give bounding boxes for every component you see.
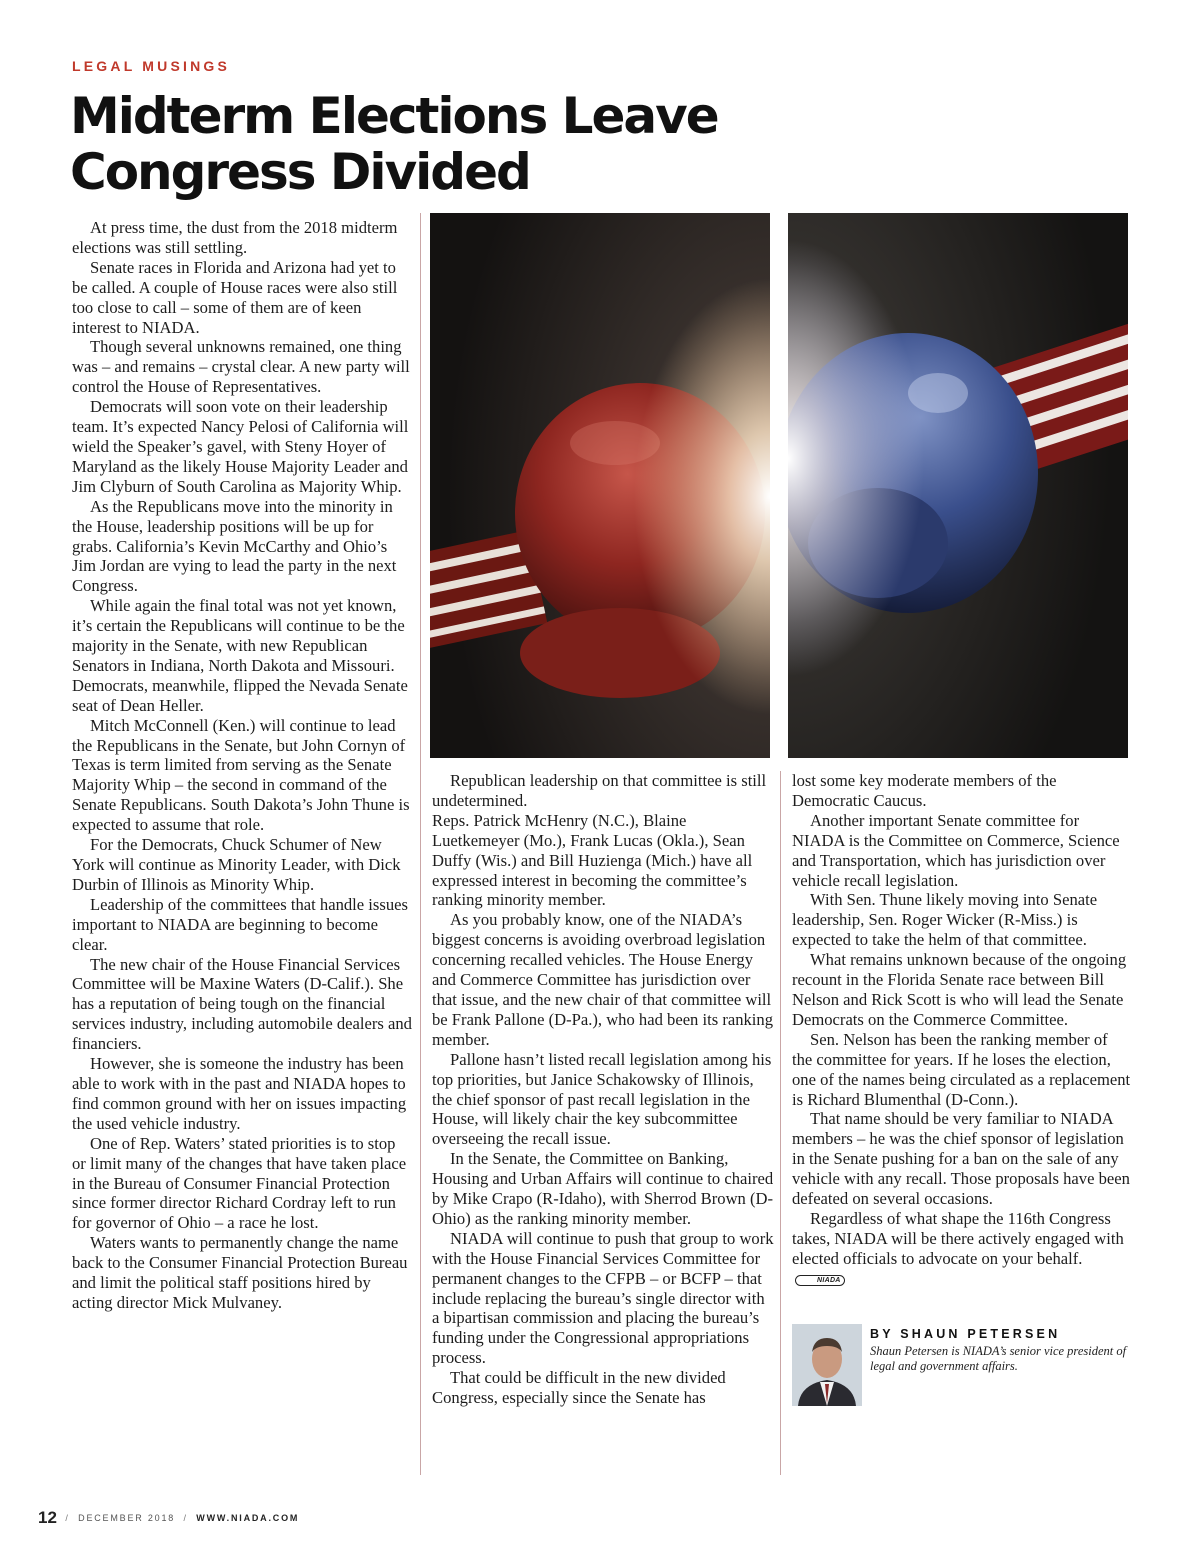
paragraph: Republican leadership on that committee is still undetermined. [432, 771, 767, 810]
paragraph [792, 1209, 1132, 1289]
author-byline: BY SHAUN PETERSEN [870, 1327, 1061, 1341]
paragraph: Reps. Patrick McHenry (N.C.), Blaine Luetkemeyer (Mo.), Frank Lucas (Okla.), Sean Duffy (Wis.) and Bill Huzienga (Mich.) have all expressed interest in becoming the committee’s ranking minority member. [432, 810, 753, 910]
issue-date: DECEMBER 2018 [78, 1513, 176, 1523]
headline-line-1: Midterm Elections Leave [70, 87, 718, 145]
paragraph: As you probably know, one of the NIADA’s biggest concerns is avoiding overbroad legislation concerning recalled vehicles. The House Energy and Commerce Committee has jurisdiction over that issue, and the new chair of that committee will be Frank Pallone (D-Pa.), who had been its ranking member. [432, 910, 774, 1049]
paragraph: At press time, the dust from the 2018 midterm elections was still settling. [72, 218, 398, 257]
column-rule-1 [420, 213, 421, 1475]
paragraph: One of Rep. Waters’ stated priorities is to stop or limit many of the changes that have taken place in the Bureau of Consumer Financial Protection since former director Richard Cordray left to run for governor of Ohio – a race he lost. [72, 1133, 407, 1233]
red-boxing-glove-photo [430, 213, 770, 758]
paragraph: In the Senate, the Committee on Banking, Housing and Urban Affairs will continue to chaired by Mike Crapo (R-Idaho), with Sherrod Brown (D-Ohio) as the ranking minority member. [432, 1149, 774, 1228]
paragraph: For the Democrats, Chuck Schumer of New York will continue as Minority Leader, with Dick Durbin of Illinois as Minority Whip. [72, 835, 401, 894]
paragraph: As the Republicans move into the minority in the House, leadership positions will be up for grabs. California’s Kevin McCarthy and Ohio’s Jim Jordan are vying to lead the party in the next Congress. [72, 496, 397, 596]
paragraph: Waters wants to permanently change the name back to the Consumer Financial Protection Bureau and limit the political staff positions hired by acting director Mick Mulvaney. [72, 1233, 408, 1312]
author-bio: Shaun Petersen is NIADA’s senior vice president of legal and government affairs. [870, 1344, 1127, 1373]
paragraph: Pallone hasn’t listed recall legislation among his top priorities, but Janice Schakowsky of Illinois, the chief sponsor of past recall legislation in the House, will likely chair the key subcommittee overseeing the recall issue. [432, 1049, 772, 1149]
paragraph: Mitch McConnell (Ken.) will continue to lead the Republicans in the Senate, but John Cornyn of Texas is term limited from serving as the Senate Majority Whip – the second in command of the Senate Republicans. South Dakota’s John Thune is expected to assume that role. [72, 715, 410, 835]
paragraph: While again the final total was not yet known, it’s certain the Republicans will continue to be the majority in the Senate, with new Republican Senators in Indiana, North Dakota and Missouri. Democrats, meanwhile, flipped the Nevada Senate seat of Dean Heller. [72, 596, 408, 715]
paragraph: lost some key moderate members of the Democratic Caucus. [792, 771, 1057, 810]
footer-separator: / [65, 1513, 70, 1523]
paragraph-text: Regardless of what shape the 116th Congress takes, NIADA will be there actively engaged with elected officials to advocate on your behalf. [792, 1208, 1124, 1268]
paragraph: That could be difficult in the new divided Congress, especially since the Senate has [432, 1368, 726, 1408]
page-footer [38, 1508, 299, 1528]
website-link[interactable]: WWW.NIADA.COM [196, 1513, 300, 1523]
article-column-3 [792, 771, 1132, 1289]
paragraph: NIADA will continue to push that group to work with the House Financial Services Committee for permanent changes to the CFPB – or BCFP – that include replacing the bureau’s single director with a bipartisan commission and placing the bureau’s funding under the Congressional appropriations process. [432, 1228, 774, 1368]
paragraph: What remains unknown because of the ongoing recount in the Florida Senate race between Bill Nelson and Rick Scott is who will lead the Senate Democrats on the Commerce Committee. [792, 950, 1127, 1029]
article-headline [70, 88, 830, 200]
blue-boxing-glove-photo [788, 213, 1128, 758]
paragraph: Democrats will soon vote on their leadership team. It’s expected Nancy Pelosi of California will wield the Speaker’s gavel, with Steny Hoyer of Maryland as the likely House Majority Leader and Jim Clyburn of South Carolina as Majority Whip. [72, 397, 409, 496]
niada-end-mark-icon: NIADA [795, 1275, 845, 1286]
article-column-1 [72, 218, 412, 1313]
paragraph: Leadership of the committees that handle issues important to NIADA are beginning to become clear. [72, 894, 408, 954]
paragraph: With Sen. Thune likely moving into Senate leadership, Sen. Roger Wicker (R-Miss.) is expected to take the helm of that committee. [792, 890, 1098, 950]
author-headshot [792, 1324, 862, 1406]
paragraph: Another important Senate committee for NIADA is the Committee on Commerce, Science and Transportation, which has jurisdiction over vehicle recall legislation. [792, 810, 1120, 890]
paragraph: That name should be very familiar to NIADA members – he was the chief sponsor of legislation in the Senate pushing for a ban on the sale of any vehicle with any recall. Those proposals have been defeated on several occasions. [792, 1109, 1130, 1209]
paragraph: Senate races in Florida and Arizona had yet to be called. A couple of House races were also still too close to call – some of them are of keen interest to NIADA. [72, 257, 398, 337]
headline-line-2: Congress Divided [70, 143, 530, 201]
paragraph: However, she is someone the industry has been able to work with in the past and NIADA hopes to find common ground with her on issues impacting the used vehicle industry. [72, 1054, 407, 1133]
page-number: 12 [38, 1508, 57, 1527]
paragraph: The new chair of the House Financial Services Committee will be Maxine Waters (D-Calif.). She has a reputation of being tough on the financial services industry, including automobile dealers and financiers. [72, 954, 412, 1054]
section-kicker: LEGAL MUSINGS [72, 58, 231, 74]
paragraph: Though several unknowns remained, one thing was – and remains – crystal clear. A new party will control the House of Representatives. [72, 337, 410, 397]
column-rule-2 [780, 771, 781, 1475]
paragraph: Sen. Nelson has been the ranking member of the committee for years. If he loses the election, one of the names being circulated as a replacement is Richard Blumenthal (D-Conn.). [792, 1029, 1131, 1109]
article-column-2 [432, 771, 774, 1408]
footer-separator: / [183, 1513, 188, 1523]
